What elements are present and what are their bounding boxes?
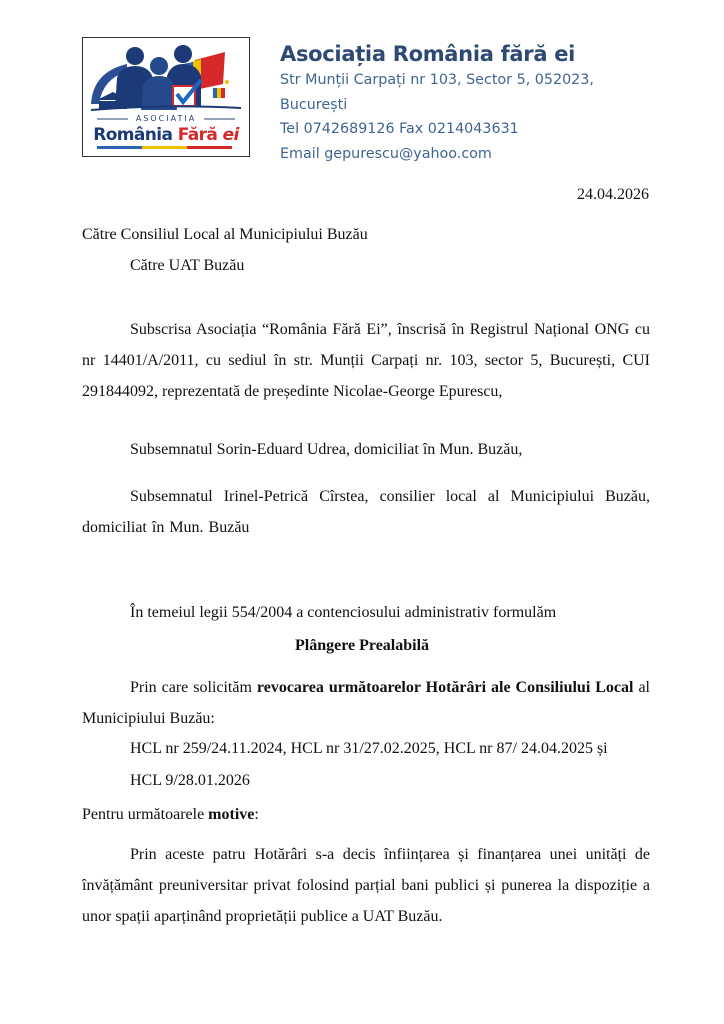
paragraph-motives: Prin aceste patru Hotărâri s-a decis înființarea și finanțarea unei unități de învățământ preuniversitar privat folosind parțial bani publici și punerea la dispoziție a unor spații aparținând proprietății publice a UAT Buzău. bbox=[82, 846, 650, 925]
recipient-2: Către UAT Buzău bbox=[130, 257, 245, 274]
letter-date: 24.04.2026 bbox=[577, 186, 649, 203]
request-prefix: Prin care solicităm bbox=[130, 679, 257, 696]
address-line-2: București bbox=[280, 96, 348, 113]
hcl-list-line-1: HCL nr 259/24.11.2024, HCL nr 31/27.02.2025, HCL nr 87/ 24.04.2025 și bbox=[130, 740, 608, 757]
paragraph-request bbox=[82, 672, 650, 734]
logo-small-label: ASOCIATIA bbox=[135, 114, 197, 123]
address-line-1: Str Munții Carpați nr 103, Sector 5, 052023, bbox=[280, 72, 594, 88]
document-heading: Plângere Prealabilă bbox=[294, 637, 430, 654]
paragraph-cirstea: Subsemnatul Irinel-Petrică Cîrstea, consilier local al Municipiului Buzău, domiciliat în Mun. Buzău bbox=[82, 488, 650, 536]
logo-word-fara: Fără bbox=[177, 125, 223, 145]
motives-suffix: : bbox=[254, 806, 259, 823]
hcl-list-line-2: HCL 9/28.01.2026 bbox=[130, 772, 250, 789]
motives-prefix: Pentru următoarele bbox=[82, 806, 209, 823]
request-bold: revocarea următoarelor Hotărâri ale Consiliului Local bbox=[256, 679, 634, 696]
motives-bold: motive bbox=[208, 806, 255, 823]
organization-name: Asociația România fără ei bbox=[280, 42, 576, 66]
recipient-1: Către Consiliul Local al Municipiului Buzău bbox=[82, 226, 368, 243]
letterhead bbox=[280, 40, 594, 166]
organization-logo bbox=[82, 37, 250, 157]
request-suffix: al Municipiului Buzău: bbox=[82, 679, 650, 727]
paragraph-udrea: Subsemnatul Sorin-Eduard Udrea, domiciliat în Mun. Buzău, bbox=[130, 441, 523, 458]
logo-word-romania: Români bbox=[93, 125, 162, 145]
logo-word-romania-end: a bbox=[161, 125, 178, 145]
phone-fax: Tel 0742689126 Fax 0214043631 bbox=[280, 121, 519, 137]
motives-intro bbox=[82, 806, 259, 824]
email-line: Email gepurescu@yahoo.com bbox=[280, 145, 492, 162]
legal-basis: În temeiul legii 554/2004 a contenciosului administrativ formulăm bbox=[130, 604, 557, 621]
logo-word-ei: ei bbox=[222, 125, 239, 145]
logo-wordmark bbox=[83, 125, 249, 145]
paragraph-association: Subscrisa Asociația “România Fără Ei”, înscrisă în Registrul Național ONG cu nr 14401/A/2011, cu sediul în str. Munții Carpați nr. 103, sector 5, București, CUI 291844092, reprezentată de președinte Nicolae-George Epurescu, bbox=[82, 321, 650, 400]
